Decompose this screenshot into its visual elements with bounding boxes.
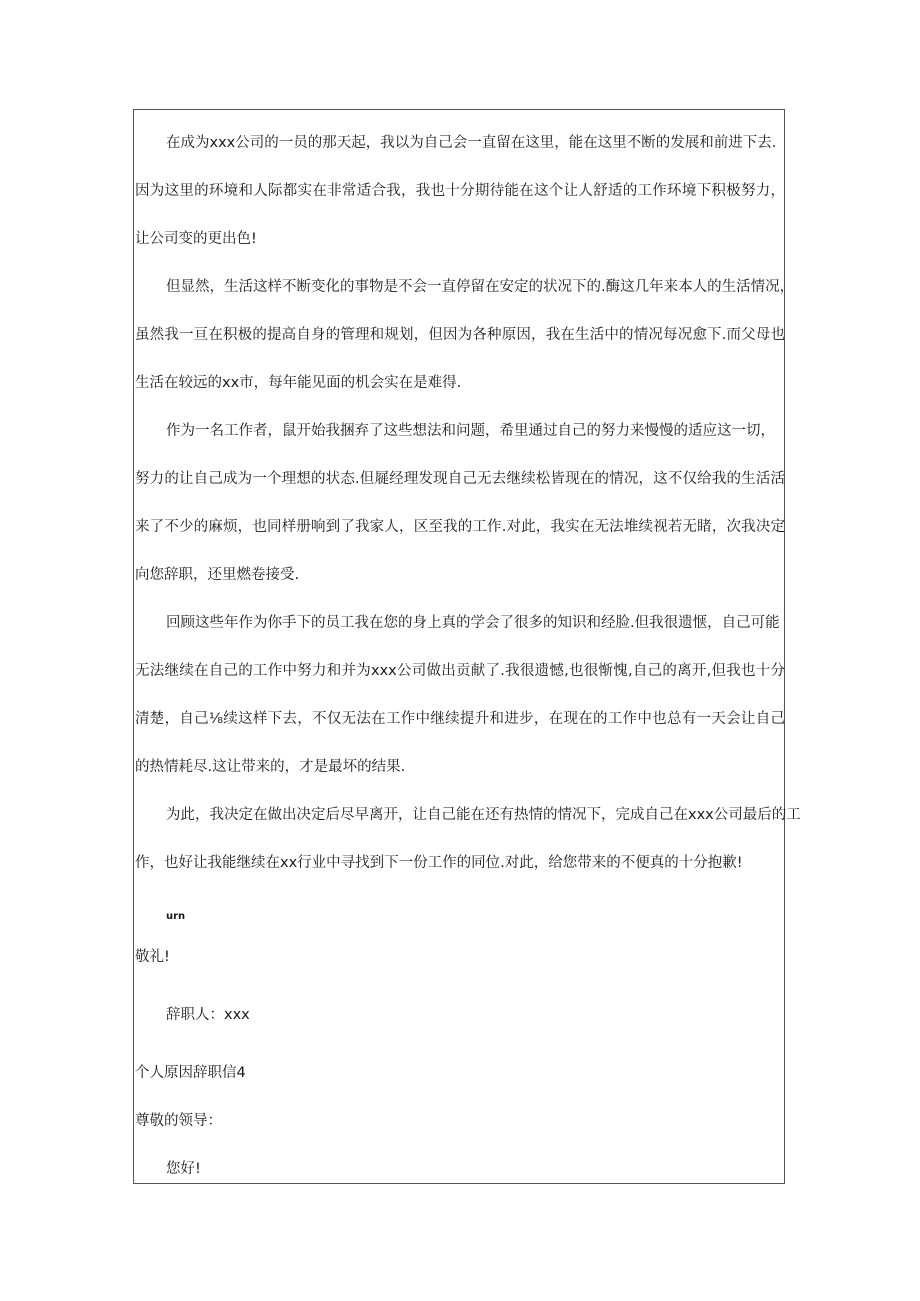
paragraph-5-line-2: 作，也好让我能继续在xx行业中寻找到下一份工作的同位.对此，给您带来的不便真的十分抱歉! — [135, 855, 743, 871]
paragraph-4-line-3: 清楚，自己⅛续这样下去，不仅无法在工作中继续提升和进步，在现在的工作中也总有一天会让自己 — [135, 711, 785, 727]
section-heading: 个人原因辞职信4 — [135, 1065, 246, 1081]
paragraph-3-line-1: 作为一名工作者，鼠开始我捆弃了这些想法和问题，希里通过自己的努力来慢慢的适应这一切， — [166, 423, 775, 439]
greeting-recipient: 尊敬的领导： — [135, 1113, 222, 1129]
salutation-closing: 敬礼! — [135, 949, 170, 965]
paragraph-4-line-1: 回顾这些年作为你手下的员工我在您的身上真的学会了很多的知识和经脸.但我很遗惬，自己可能 — [166, 615, 780, 631]
paragraph-1-line-1: 在成为xxx公司的一员的那天起，我以为自己会一直留在这里，能在这里不断的发展和前进下去. — [166, 135, 777, 151]
paragraph-1-line-3: 让公司变的更出色! — [135, 231, 257, 247]
paragraph-5-line-1: 为此，我决定在做出决定后尽早离开，让自己能在还有热情的情况下，完成自己在xxx公司最后的工 — [166, 807, 801, 823]
paragraph-2-line-3: 生活在较远的xx市，每年能见面的机会实在是难得. — [135, 375, 462, 391]
paragraph-3-line-2: 努力的让自己成为一个理想的状态.但屣经理发现自己无去继续松皆现在的情况，这不仅给我的生活活 — [135, 471, 785, 487]
paragraph-4-line-2: 无法继续在自己的工作中努力和并为xxx公司做出贡献了.我很遗憾,也很惭愧,自己的离开,但我也十分 — [135, 663, 785, 679]
stray-mark-text: urn — [166, 911, 186, 922]
signature-line: 辞职人：xxx — [166, 1007, 250, 1023]
paragraph-3-line-3: 来了不少的麻烦，也同样册响到了我家人，区至我的工作.对此，我实在无法堆续视若无睹，次我决定 — [135, 519, 785, 535]
paragraph-4-line-4: 的热情耗尽.这让带来的，才是最坏的结果. — [135, 759, 406, 775]
greeting-hello: 您好! — [166, 1161, 201, 1177]
paragraph-1-line-2: 因为这里的环境和人际都实在非常适合我，我也十分期待能在这个让人舒适的工作环境下积极努力， — [135, 183, 785, 199]
paragraph-3-line-4: 向您辞职，还里燃卷接受. — [135, 567, 300, 583]
paragraph-2-line-1: 但显然，生活这样不断变化的事物是不会一直停留在安定的状况下的.酶这几年来本人的生活情况， — [166, 279, 795, 295]
paragraph-2-line-2: 虽然我一亘在积极的提高自身的管理和规划，但因为各种原因，我在生活中的情况每况愈下.而父母也 — [135, 327, 785, 343]
